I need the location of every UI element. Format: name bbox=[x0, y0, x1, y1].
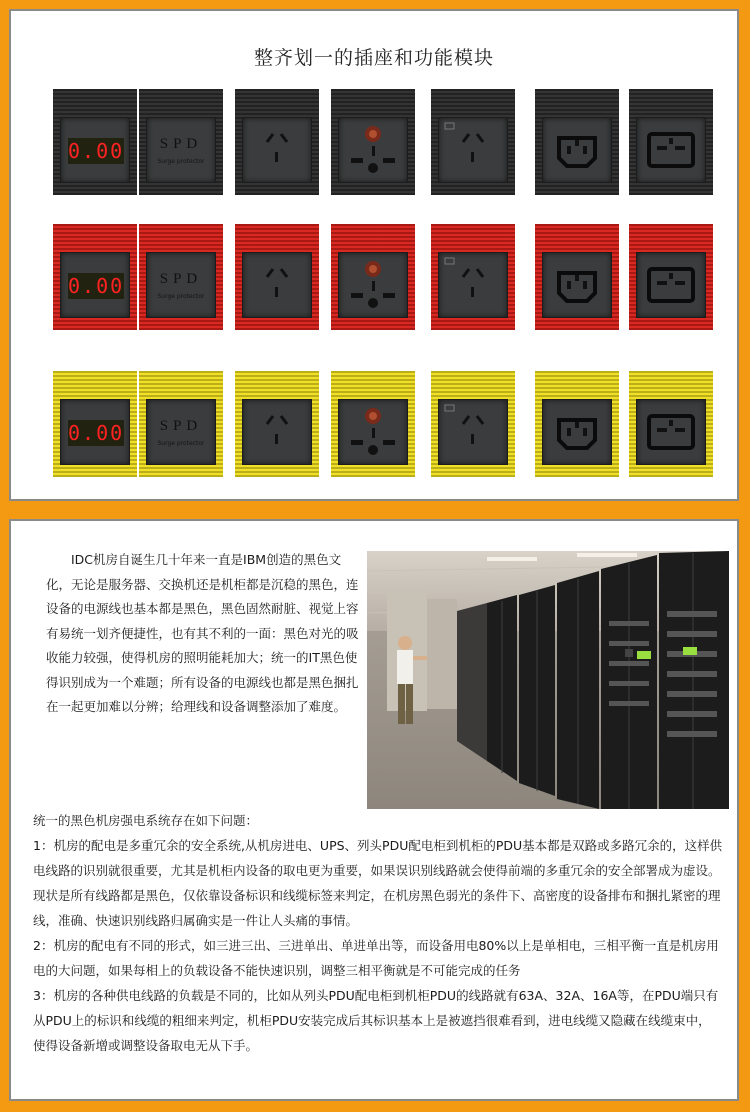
module-iec-c19 bbox=[629, 224, 713, 330]
modules-title: 整齐划一的插座和功能模块 bbox=[253, 47, 494, 69]
module-row-red bbox=[11, 224, 737, 334]
iec-c13-socket-icon bbox=[543, 400, 611, 464]
iec-c19-socket-icon bbox=[637, 253, 705, 317]
iec-c13-socket-icon bbox=[543, 118, 611, 182]
module-faceplate bbox=[242, 117, 312, 183]
module-outlet-cn3 bbox=[235, 371, 319, 477]
module-outlet-cn3-marked bbox=[431, 371, 515, 477]
intro-paragraph: IDC机房自诞生几十年来一直是IBM创造的黑色文化，无论是服务器、交换机还是机柜都是沉稳的黑色，连设备的电源线也基本都是黑色，黑色固然耐脏、视觉上容有易统一划齐便捷性，也有其不利的一面：黑色对光的吸收能力较强，使得机房的照明能耗加大；统一的IT黑色使得识别成为一个难题；所有设备的电源线也都是黑色捆扎在一起更加难以分辨；给理线和设备调整添加了难度。 bbox=[46, 552, 359, 714]
module-faceplate bbox=[542, 117, 612, 183]
module-outlet-cn3-marked bbox=[431, 224, 515, 330]
module-row-yellow bbox=[11, 371, 737, 481]
module-faceplate bbox=[146, 399, 216, 465]
module-iec-c13 bbox=[535, 89, 619, 195]
spd-label: SPD bbox=[159, 271, 203, 287]
iec-c19-socket-icon bbox=[637, 400, 705, 464]
spd-sublabel: Surge protector bbox=[157, 293, 205, 300]
module-outlet-universal bbox=[331, 224, 415, 330]
module-meter bbox=[53, 224, 137, 330]
module-faceplate bbox=[338, 252, 408, 318]
module-spd bbox=[139, 224, 223, 330]
server-room-photo bbox=[367, 551, 729, 809]
spd-sublabel: Surge protector bbox=[157, 440, 205, 447]
description-panel bbox=[9, 519, 739, 1101]
module-outlet-cn3-marked bbox=[431, 89, 515, 195]
module-iec-c19 bbox=[629, 371, 713, 477]
module-outlet-universal bbox=[331, 371, 415, 477]
module-faceplate bbox=[542, 399, 612, 465]
module-faceplate bbox=[146, 117, 216, 183]
module-faceplate bbox=[338, 399, 408, 465]
digital-meter-icon: 0.00 bbox=[68, 421, 125, 445]
module-iec-c19 bbox=[629, 89, 713, 195]
digital-meter-icon: 0.00 bbox=[68, 274, 125, 298]
three-pin-socket-icon bbox=[243, 118, 311, 182]
issues-section bbox=[33, 808, 723, 1058]
universal-socket-icon bbox=[339, 118, 407, 182]
spd-sublabel: Surge protector bbox=[157, 158, 205, 165]
issue-item-1: 1：机房的配电是多重冗余的安全系统,从机房进电、UPS、列头PDU配电柜到机柜的PDU基本都是双路或多路冗余的，这样供电线路的识别就很重要，尤其是机柜内设备的取电更为重要，如果误识别线路就会使得前端的多重冗余的安全部署成为虚设。现状是所有线路都是黑色，仅依靠设备标识和线缆标签来判定，在机房黑色弱光的条件下、高密度的设备排布和捆扎紧密的理线，准确、快速识别线路归属确实是一件让人头痛的事情。 bbox=[33, 838, 723, 928]
three-pin-socket-icon bbox=[439, 253, 507, 317]
module-faceplate bbox=[636, 252, 706, 318]
three-pin-socket-icon bbox=[243, 400, 311, 464]
module-iec-c13 bbox=[535, 371, 619, 477]
module-spd bbox=[139, 371, 223, 477]
module-faceplate bbox=[636, 399, 706, 465]
module-faceplate bbox=[60, 117, 130, 183]
module-faceplate bbox=[438, 252, 508, 318]
module-faceplate bbox=[146, 252, 216, 318]
spd-label: SPD bbox=[159, 418, 203, 434]
module-meter bbox=[53, 371, 137, 477]
iec-c13-socket-icon bbox=[543, 253, 611, 317]
digital-meter-icon: 0.00 bbox=[68, 139, 125, 163]
module-faceplate bbox=[636, 117, 706, 183]
universal-socket-icon bbox=[339, 400, 407, 464]
module-faceplate bbox=[60, 252, 130, 318]
module-iec-c13 bbox=[535, 224, 619, 330]
module-meter bbox=[53, 89, 137, 195]
modules-panel bbox=[9, 9, 739, 501]
spd-label: SPD bbox=[159, 136, 203, 152]
module-outlet-universal bbox=[331, 89, 415, 195]
module-spd bbox=[139, 89, 223, 195]
module-faceplate bbox=[338, 117, 408, 183]
module-faceplate bbox=[60, 399, 130, 465]
issue-item-2: 2：机房的配电有不同的形式，如三进三出、三进单出、单进单出等，而设备用电80%以上是单相电，三相平衡一直是机房用电的大问题，如果每相上的负载设备不能快速识别，调整三相平衡就是不可能完成的任务 bbox=[33, 938, 719, 978]
module-faceplate bbox=[242, 252, 312, 318]
issues-heading: 统一的黑色机房强电系统存在如下问题： bbox=[33, 813, 259, 828]
three-pin-socket-icon bbox=[439, 118, 507, 182]
module-faceplate bbox=[242, 399, 312, 465]
module-outlet-cn3 bbox=[235, 89, 319, 195]
module-row-black bbox=[11, 89, 737, 199]
iec-c19-socket-icon bbox=[637, 118, 705, 182]
universal-socket-icon bbox=[339, 253, 407, 317]
three-pin-socket-icon bbox=[439, 400, 507, 464]
three-pin-socket-icon bbox=[243, 253, 311, 317]
module-faceplate bbox=[438, 399, 508, 465]
issue-item-3: 3：机房的各种供电线路的负载是不同的，比如从列头PDU配电柜到机柜PDU的线路就有63A、32A、16A等，在PDU端只有从PDU上的标识和线缆的粗细来判定，机柜PDU安装完成后其标识基本上是被遮挡很难看到，进电线缆又隐藏在线缆束中，使得设备新增或调整设备取电无从下手。 bbox=[33, 988, 719, 1053]
module-faceplate bbox=[438, 117, 508, 183]
module-outlet-cn3 bbox=[235, 224, 319, 330]
module-faceplate bbox=[542, 252, 612, 318]
